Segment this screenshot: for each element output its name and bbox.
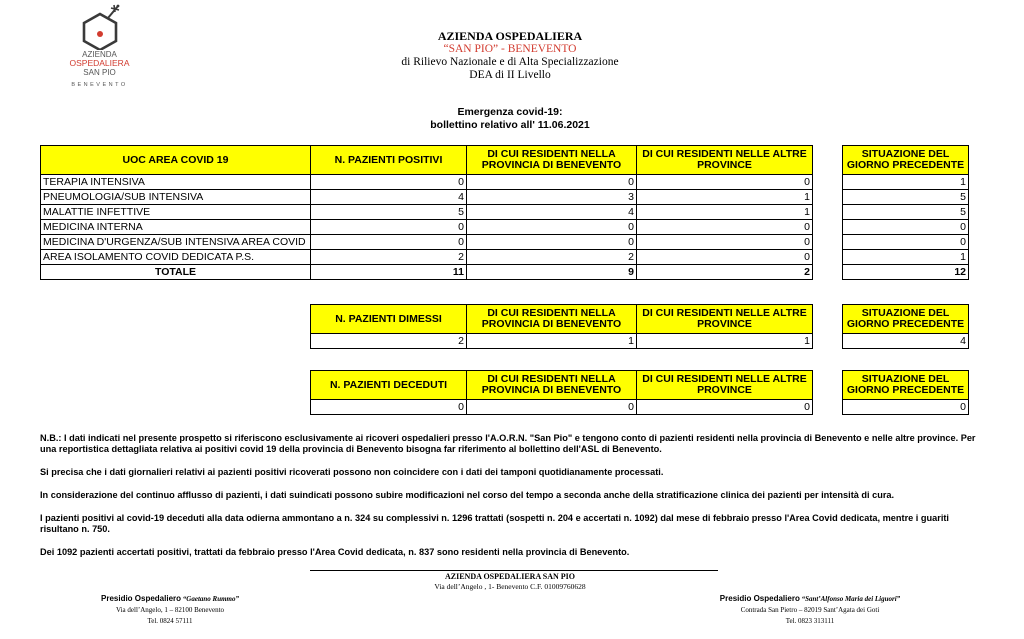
footer-divider xyxy=(310,570,718,571)
header-residents-bn: DI CUI RESIDENTI NELLA PROVINCIA DI BENEVENTO xyxy=(467,371,637,400)
header-deceased: N. PAZIENTI DECEDUTI xyxy=(311,371,467,400)
table-row xyxy=(41,190,813,205)
discharged-count: 2 xyxy=(311,334,467,349)
bulletin-line-1: Emergenza covid-19: xyxy=(457,106,563,118)
discharged-previous-day: 4 xyxy=(843,334,969,349)
deceased-residents-other: 0 xyxy=(637,400,813,415)
row-residents-bn: 2 xyxy=(467,250,637,265)
logo-line-4: BENEVENTO xyxy=(71,82,128,88)
row-label: MALATTIE INFETTIVE xyxy=(41,205,311,220)
deceased-previous-day: 0 xyxy=(843,400,969,415)
discharged-table xyxy=(310,304,813,349)
header-residents-other: DI CUI RESIDENTI NELLE ALTRE PROVINCE xyxy=(637,305,813,334)
footer-left-name: “Gaetano Rummo” xyxy=(182,595,239,603)
header-previous-day: SITUAZIONE DEL GIORNO PRECEDENTE xyxy=(843,305,969,334)
table-row xyxy=(41,205,813,220)
header-line-4: DEA di II Livello xyxy=(469,69,551,81)
note-paragraph: Dei 1092 pazienti accertati positivi, trattati da febbraio presso l'Area Covid dedicata, n. 837 sono residenti nella provincia di Benevento. xyxy=(40,547,630,557)
footer-right-phone: Tel. 0823 313111 xyxy=(785,617,835,625)
footer-right-title: Presidio Ospedaliero xyxy=(719,594,800,603)
table-row xyxy=(41,235,813,250)
bulletin-title xyxy=(360,106,660,132)
row-label: TERAPIA INTENSIVA xyxy=(41,175,311,190)
footer-left-phone: Tel. 0824 57111 xyxy=(147,617,193,625)
document-header xyxy=(360,30,660,82)
header-residents-other: DI CUI RESIDENTI NELLE ALTRE PROVINCE xyxy=(637,371,813,400)
header-residents-other: DI CUI RESIDENTI NELLE ALTRE PROVINCE xyxy=(637,146,813,175)
row-positive: 2 xyxy=(311,250,467,265)
row-residents-other: 1 xyxy=(637,190,813,205)
header-uoc: UOC AREA COVID 19 xyxy=(41,146,311,175)
previous-day-total: 12 xyxy=(843,265,969,280)
footer-right-address: Contrada San Pietro – 82019 Sant’Agata dei Goti xyxy=(740,606,880,614)
row-label: PNEUMOLOGIA/SUB INTENSIVA xyxy=(41,190,311,205)
note-paragraph: Si precisa che i dati giornalieri relativi ai pazienti positivi ricoverati possono non coincidere con i dati dei tamponi quotidianamente processati. xyxy=(40,467,664,477)
previous-day-value: 0 xyxy=(843,235,969,250)
footer-right xyxy=(700,593,920,627)
total-row xyxy=(41,265,813,280)
logo-line-3: SAN PIO xyxy=(83,68,116,77)
deceased-residents-bn: 0 xyxy=(467,400,637,415)
logo-line-2: OSPEDALIERA xyxy=(69,58,130,68)
bulletin-line-2: bollettino relativo all' 11.06.2021 xyxy=(430,119,590,131)
footer-left-title: Presidio Ospedaliero xyxy=(101,594,182,603)
deceased-previous-day-table xyxy=(842,370,969,415)
row-residents-other: 0 xyxy=(637,175,813,190)
footer-center-address: Via dell’Angelo , 1- Benevento C.F. 01009760628 xyxy=(434,582,586,591)
discharged-previous-day-table xyxy=(842,304,969,349)
row-positive: 0 xyxy=(311,220,467,235)
row-residents-other: 1 xyxy=(637,205,813,220)
row-residents-bn: 4 xyxy=(467,205,637,220)
header-line-1: AZIENDA OSPEDALIERA xyxy=(437,29,583,43)
total-residents-bn: 9 xyxy=(467,265,637,280)
header-residents-bn: DI CUI RESIDENTI NELLA PROVINCIA DI BENEVENTO xyxy=(467,146,637,175)
header-line-2: “SAN PIO” - BENEVENTO xyxy=(443,43,577,55)
footer-right-name: “Sant’Alfonso Maria dei Liguori” xyxy=(801,595,901,603)
previous-day-value: 5 xyxy=(843,190,969,205)
header-previous-day: SITUAZIONE DEL GIORNO PRECEDENTE xyxy=(843,146,969,175)
previous-day-table xyxy=(842,145,969,280)
row-residents-bn: 0 xyxy=(467,175,637,190)
row-label: MEDICINA INTERNA xyxy=(41,220,311,235)
header-discharged: N. PAZIENTI DIMESSI xyxy=(311,305,467,334)
positive-patients-table xyxy=(40,145,813,280)
logo-line-1: AZIENDA xyxy=(82,50,117,59)
notes-section xyxy=(40,433,980,570)
footer-center-title: AZIENDA OSPEDALIERA SAN PIO xyxy=(444,572,576,581)
footer-left xyxy=(70,593,270,627)
row-positive: 0 xyxy=(311,175,467,190)
header-previous-day: SITUAZIONE DEL GIORNO PRECEDENTE xyxy=(843,371,969,400)
deceased-table xyxy=(310,370,813,415)
header-positive: N. PAZIENTI POSITIVI xyxy=(311,146,467,175)
row-positive: 0 xyxy=(311,235,467,250)
row-residents-bn: 0 xyxy=(467,235,637,250)
row-label: MEDICINA D'URGENZA/SUB INTENSIVA AREA COVID xyxy=(41,235,311,250)
hospital-logo-icon xyxy=(78,4,122,50)
row-residents-bn: 3 xyxy=(467,190,637,205)
row-positive: 5 xyxy=(311,205,467,220)
row-residents-other: 0 xyxy=(637,235,813,250)
table-row xyxy=(41,175,813,190)
discharged-residents-bn: 1 xyxy=(467,334,637,349)
table-row xyxy=(41,220,813,235)
row-residents-other: 0 xyxy=(637,250,813,265)
discharged-residents-other: 1 xyxy=(637,334,813,349)
previous-day-value: 1 xyxy=(843,250,969,265)
previous-day-value: 1 xyxy=(843,175,969,190)
header-line-3: di Rilievo Nazionale e di Alta Specializzazione xyxy=(401,56,619,68)
table-header-row xyxy=(41,146,813,175)
row-label: AREA ISOLAMENTO COVID DEDICATA P.S. xyxy=(41,250,311,265)
hospital-logo xyxy=(57,4,142,98)
previous-day-value: 0 xyxy=(843,220,969,235)
total-positive: 11 xyxy=(311,265,467,280)
note-paragraph: I pazienti positivi al covid-19 deceduti alla data odierna ammontano a n. 324 su complessivi n. 1296 trattati (sospetti n. 204 e accertati n. 1092) dal mese di febbraio presso l'Area Covid dedicata, mentre i guariti risultano n. 750. xyxy=(40,513,949,534)
header-residents-bn: DI CUI RESIDENTI NELLA PROVINCIA DI BENEVENTO xyxy=(467,305,637,334)
previous-day-value: 5 xyxy=(843,205,969,220)
note-paragraph: In considerazione del continuo afflusso di pazienti, i dati suindicati possono subire modificazioni nel corso del tempo a seconda anche della stratificazione clinica dei pazienti per intensità di cura. xyxy=(40,490,895,500)
footer-center xyxy=(360,572,660,592)
deceased-count: 0 xyxy=(311,400,467,415)
total-residents-other: 2 xyxy=(637,265,813,280)
total-label: TOTALE xyxy=(41,265,311,280)
row-residents-other: 0 xyxy=(637,220,813,235)
row-positive: 4 xyxy=(311,190,467,205)
table-row xyxy=(41,250,813,265)
row-residents-bn: 0 xyxy=(467,220,637,235)
footer-left-address: Via dell’Angelo, 1 – 82100 Benevento xyxy=(115,606,225,614)
note-paragraph: N.B.: I dati indicati nel presente prospetto si riferiscono esclusivamente ai ricoveri ospedalieri presso l'A.O.R.N. "San Pio" e tengono conto di pazienti residenti nella provincia di Benevento e nelle altre province. Per una reportistica dettagliata relativa ai positivi covid 19 della provincia di Benevento bisogna far riferimento al bollettino dell'ASL di Benevento. xyxy=(40,433,976,454)
